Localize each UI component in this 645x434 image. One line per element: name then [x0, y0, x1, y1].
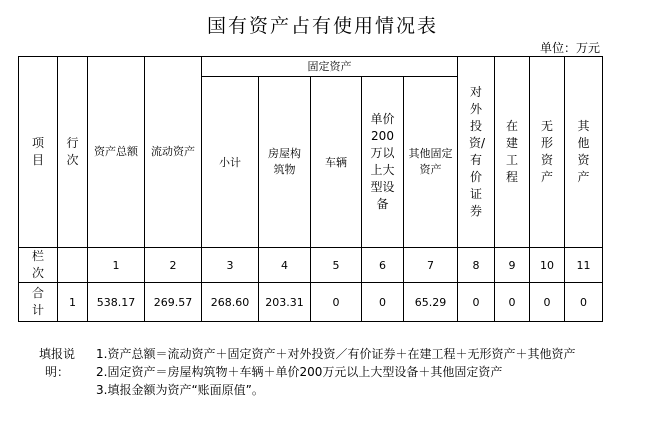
total-label: 合计 — [19, 283, 58, 322]
total-value-cell: 65.29 — [404, 283, 458, 322]
total-value-cell: 0 — [495, 283, 530, 322]
total-row-no: 1 — [58, 283, 88, 322]
header-item: 项目 — [19, 57, 58, 248]
header-buildings: 房屋构筑物 — [259, 77, 311, 248]
note-item: 1.资产总额＝流动资产＋固定资产＋对外投资／有价证券＋在建工程＋无形资产＋其他资产 — [96, 347, 576, 361]
column-number-cell: 10 — [530, 248, 565, 283]
header-other-assets: 其他资产 — [565, 57, 603, 248]
column-number-blank — [58, 248, 88, 283]
total-value-cell: 0 — [311, 283, 362, 322]
total-value-cell: 0 — [458, 283, 495, 322]
column-number-row — [19, 248, 603, 283]
header-large-equipment: 单价200万以上大型设备 — [362, 77, 404, 248]
total-value-cell: 0 — [565, 283, 603, 322]
header-row-no: 行次 — [58, 57, 88, 248]
notes-label: 填报说明： — [38, 347, 75, 379]
total-value-cell: 538.17 — [88, 283, 145, 322]
notes-list — [96, 345, 601, 399]
column-number-cell: 8 — [458, 248, 495, 283]
column-number-cell: 9 — [495, 248, 530, 283]
unit-label: 单位：万元 — [539, 41, 600, 55]
header-fixed-assets: 固定资产 — [202, 57, 458, 77]
total-value-cell: 0 — [362, 283, 404, 322]
column-number-cell: 6 — [362, 248, 404, 283]
total-value-cell: 269.57 — [145, 283, 202, 322]
header-construction: 在建工程 — [495, 57, 530, 248]
header-other-fixed: 其他固定资产 — [404, 77, 458, 248]
header-vehicles: 车辆 — [311, 77, 362, 248]
page-title: 国有资产占有使用情况表 — [206, 15, 438, 37]
header-row-1 — [19, 57, 603, 77]
note-item: 3.填报金额为资产“账面原值”。 — [96, 383, 264, 397]
header-investments: 对外投资/有价证券 — [458, 57, 495, 248]
column-number-cell: 5 — [311, 248, 362, 283]
total-value-cell: 268.60 — [202, 283, 259, 322]
column-number-label: 栏次 — [19, 248, 58, 283]
total-value-cell: 203.31 — [259, 283, 311, 322]
column-number-cell: 2 — [145, 248, 202, 283]
header-total-assets: 资产总额 — [88, 57, 145, 248]
column-number-cell: 4 — [259, 248, 311, 283]
asset-table — [18, 56, 603, 322]
column-number-cell: 7 — [404, 248, 458, 283]
header-current-assets: 流动资产 — [145, 57, 202, 248]
column-number-cell: 3 — [202, 248, 259, 283]
column-number-cell: 1 — [88, 248, 145, 283]
total-row — [19, 283, 603, 322]
note-item: 2.固定资产＝房屋构筑物＋车辆＋单价200万元以上大型设备＋其他固定资产 — [96, 365, 503, 379]
header-intangible: 无形资产 — [530, 57, 565, 248]
column-number-cell: 11 — [565, 248, 603, 283]
total-value-cell: 0 — [530, 283, 565, 322]
header-subtotal: 小计 — [202, 77, 259, 248]
